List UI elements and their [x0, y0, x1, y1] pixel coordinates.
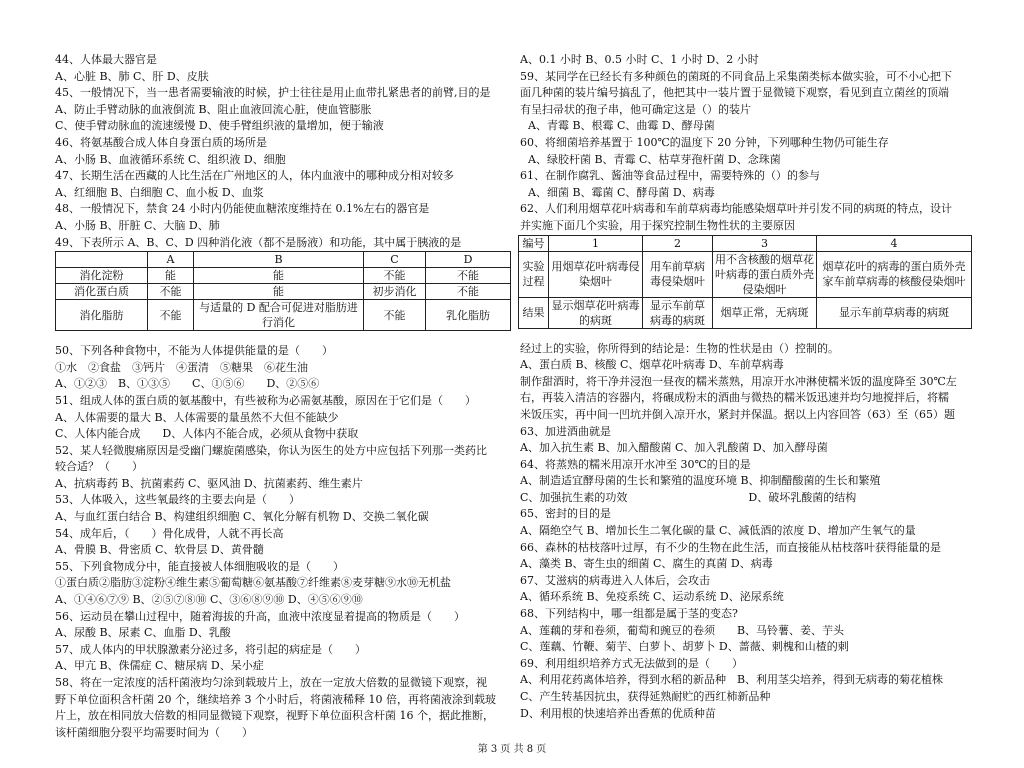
- table-header-cell: D: [426, 252, 511, 268]
- table-cell: 显示车前草病毒的病斑: [643, 297, 713, 328]
- question-line: C、莲藕、竹鞭、菊芋、白萝卜、胡萝卜 D、蔷薇、刺槐和山楂的刺: [520, 640, 849, 654]
- question-stem: 58、将在一定浓度的活杆菌液均匀涂到载玻片上，放在一定放大倍数的显微镜下观察，视: [55, 676, 487, 689]
- question-line: 并实施下面几个实验，用于探究控制生物性状的主要原因: [520, 218, 795, 232]
- spacer: [55, 331, 510, 343]
- question-stem: 49、下表所示 A、B、C、D 四种消化液（都不是肠液）和功能，其中属于胰液的是: [55, 235, 462, 249]
- question-line: A、骨膜 B、骨密质 C、软骨层 D、黄骨髓: [55, 543, 264, 557]
- question-line: D、利用根的快速培养出香蕉的优质种苗: [520, 706, 716, 720]
- table-row-label: 编号: [519, 235, 549, 251]
- question-line: A、小肠 B、血液循环系统 C、组织液 D、细胞: [55, 152, 286, 166]
- question-stem: 55、下列食物成分中，能直接被人体细胞吸收的是（ ）: [55, 559, 344, 573]
- question-stem: 62、人们利用烟草花叶病毒和车前草病毒均能感染烟草叶并引发不同的病斑的特点，设计: [520, 202, 952, 216]
- table-row: [56, 284, 511, 300]
- table-row: [56, 300, 511, 331]
- question-stem: 54、成年后，（ ）骨化成骨，人就不再长高: [55, 526, 284, 540]
- question-stem: 57、成人体内的甲状腺激素分泌过多，将引起的病症是（ ）: [55, 642, 366, 656]
- table-header-cell: C: [364, 252, 426, 268]
- question-line: A、甲亢 B、侏儒症 C、糖尿病 D、呆小症: [55, 659, 264, 673]
- table-cell: 乳化脂肪: [426, 300, 511, 331]
- question-line: ①蛋白质②脂肪③淀粉④维生素⑤葡萄糖⑥氨基酸⑦纤维素⑧麦芽糖⑨水⑩无机盐: [55, 576, 451, 590]
- table-cell: 消化蛋白质: [56, 284, 148, 300]
- question-line: A、小肠 B、肝脏 C、大脑 D、肺: [55, 218, 220, 232]
- table-cell: 与适量的 D 配合可促进对脂肪进行消化: [194, 300, 364, 331]
- table-cell: 不能: [148, 284, 194, 300]
- table-cell: 不能: [364, 300, 426, 331]
- question-line: 经过上的实验，你所得到的结论是：生物的性状是由（）控制的。: [520, 341, 839, 355]
- question-stem: 51、组成人体的蛋白质的氨基酸中，有些被称为必需氨基酸，原因在于它们是（ ）: [55, 393, 476, 407]
- question-block: [520, 52, 972, 235]
- question-stem: 64、将蒸熟的糯米用凉开水冲至 30℃的目的是: [520, 457, 751, 471]
- table-cell: 能: [148, 268, 194, 284]
- question-line: A、蛋白质 B、核酸 C、烟草花叶病毒 D、车前草病毒: [520, 358, 784, 372]
- table-header-cell: 2: [643, 235, 713, 251]
- question-stem: 45、一般情况下，当一患者需要输液的时候，护士往往是用止血带扎紧患者的前臂,目的是: [55, 86, 491, 100]
- question-line: A、红细胞 B、白细胞 C、血小板 D、血浆: [55, 185, 264, 199]
- table-cell: 显示烟草花叶病毒的病斑: [549, 297, 643, 328]
- table-row: [519, 297, 972, 328]
- virus-experiment-table: [518, 235, 972, 329]
- question-line: 野下单位面积含杆菌 20 个，继续培养 3 个小时后，将菌液稀释 10 倍，再将菌液涂到载玻: [55, 692, 496, 706]
- digestive-juice-table: [55, 251, 511, 331]
- table-cell: 不能: [426, 268, 511, 284]
- question-block: [520, 341, 972, 723]
- left-column: [55, 52, 510, 741]
- question-line: A、尿酸 B、尿素 C、血脂 D、乳酸: [55, 626, 231, 640]
- table-header-cell: 4: [817, 235, 972, 251]
- table-header-row: [519, 235, 972, 251]
- question-line: C、产生转基因抗虫，获得延熟耐贮的西红柿新品种: [520, 690, 771, 703]
- question-line: 面几种菌的装片编号搞乱了，他把其中一装片置于显微镜下观察，看见到直立菌丝的顶端: [520, 86, 949, 100]
- question-stem: 47、长期生活在西藏的人比生活在广州地区的人，体内血液中的哪种成分相对较多: [55, 169, 454, 183]
- question-line: 较合适？（ ）: [55, 460, 143, 474]
- question-stem: 69、利用组织培养方式无法做到的是（ ）: [520, 656, 743, 670]
- question-line: A、0.1 小时 B、0.5 小时 C、1 小时 D、2 小时: [520, 53, 759, 66]
- table-row-label: 结果: [519, 297, 549, 328]
- question-stem: 68、下列结构中，哪一组都是属于茎的变态?: [520, 607, 738, 621]
- table-row: [519, 251, 972, 297]
- question-line: A、利用花药离体培养，得到水稻的新品种 B、利用茎尖培养，得到无病毒的菊花植株: [520, 673, 944, 687]
- question-block: [55, 343, 510, 741]
- question-line: A、①②③ B、①③⑤ C、①⑤⑥ D、②⑤⑥: [55, 377, 320, 391]
- table-cell: 用烟草花叶病毒侵染烟叶: [549, 251, 643, 297]
- table-header-cell: A: [148, 252, 194, 268]
- question-stem: 52、某人轻微腹痛原因是受幽门螺旋菌感染，你认为医生的处方中应包括下列那一类药比: [55, 443, 487, 457]
- question-line: A、莲藕的芽和卷须，葡萄和豌豆的卷须 B、马铃薯、姜、芋头: [520, 623, 845, 637]
- question-stem: 46、将氨基酸合成人体自身蛋白质的场所是: [55, 135, 267, 149]
- question-line: 米饭压实，再中间一凹坑并倒入凉开水，紧封并保温。据以上内容回答（63）至（65）题: [520, 407, 955, 421]
- table-cell: 能: [194, 268, 364, 284]
- question-line: A、心脏 B、肺 C、肝 D、皮肤: [55, 69, 209, 83]
- question-line: A、青霉 B、根霉 C、曲霉 D、酵母菌: [528, 119, 715, 133]
- question-line: A、①④⑥⑦⑨ B、②⑤⑦⑧⑩ C、③⑥⑧⑨⑩ D、④⑤⑥⑨⑩: [55, 593, 363, 607]
- question-line: 片上，放在相同放大倍数的相同显微镜下观察，视野下单位面积含杆菌 16 个，据此推断，: [55, 709, 494, 723]
- question-stem: 60、将细菌培养基置于 100℃的温度下 20 分钟，下列哪种生物仍可能生存: [520, 135, 889, 149]
- table-header-cell: 3: [713, 235, 817, 251]
- question-stem: 50、下列各种食物中，不能为人体提供能量的是（ ）: [55, 344, 333, 358]
- question-block: [55, 52, 510, 251]
- question-line: A、藻类 B、寄生虫的细菌 C、腐生的真菌 D、病毒: [520, 557, 773, 571]
- question-line: 该杆菌细胞分裂平均需要时间为（ ）: [55, 725, 253, 739]
- spacer: [520, 329, 972, 341]
- question-line: A、绿胶杆菌 B、青霉 C、枯草芽孢杆菌 D、念珠菌: [528, 152, 781, 166]
- table-header-cell: B: [194, 252, 364, 268]
- question-line: C、使手臂动脉血的流速缓慢 D、使手臂组织液的量增加，便于输液: [55, 119, 384, 133]
- question-stem: 63、加进酒曲就是: [520, 424, 611, 438]
- table-cell: 消化淀粉: [56, 268, 148, 284]
- question-line: A、制造适宜酵母菌的生长和繁殖的温度环境 B、抑制醋酸菌的生长和繁殖: [520, 474, 881, 488]
- page-footer: 第 3 页 共 8 页: [477, 744, 547, 755]
- question-line: C、人体内能合成 D、人体内不能合成，必须从食物中获取: [55, 427, 359, 441]
- question-line: A、隔绝空气 B、增加长生二氧化碳的量 C、减低酒的浓度 D、增加产生氧气的量: [520, 524, 916, 538]
- question-line: A、细菌 B、霉菌 C、酵母菌 D、病毒: [528, 185, 715, 199]
- table-header-row: [56, 252, 511, 268]
- question-line: A、循环系统 B、免疫系统 C、运动系统 D、泌尿系统: [520, 590, 784, 604]
- question-stem: 65、密封的目的是: [520, 507, 611, 521]
- table-row: [56, 268, 511, 284]
- question-line: 有呈扫帚状的孢子串，他可确定这是（）的装片: [520, 102, 751, 116]
- question-line: A、与血红蛋白结合 B、构建组织细胞 C、氧化分解有机物 D、交换二氧化碳: [55, 510, 429, 524]
- table-header-cell: [56, 252, 148, 268]
- question-line: A、防止手臂动脉的血液倒流 B、阻止血液回流心脏，使血管膨胀: [55, 102, 372, 116]
- table-cell: 用车前草病毒侵染烟叶: [643, 251, 713, 297]
- question-stem: 61、在制作腐乳、酱油等食品过程中，需要特殊的（）的参与: [520, 169, 820, 183]
- question-line: C、加强抗生素的功效 D、破坏乳酸菌的结构: [520, 490, 857, 504]
- table-cell: 能: [194, 284, 364, 300]
- question-stem: 44、人体最大器官是: [55, 53, 157, 66]
- question-line: 右，再装入清洁的容器内，将碾成粉末的酒曲与微热的糯米饭迅速并均匀地搅拌后，将糯: [520, 391, 949, 405]
- question-line: ①水 ②食盐 ③钙片 ④蛋清 ⑤糖果 ⑥花生油: [55, 360, 308, 374]
- question-line: A、抗病毒药 B、抗菌素药 C、驱风油 D、抗菌素药、维生素片: [55, 476, 363, 490]
- table-cell: 不能: [426, 284, 511, 300]
- question-stem: 56、运动员在攀山过程中，随着海拔的升高，血液中浓度显着提高的物质是（ ）: [55, 609, 465, 623]
- question-stem: 59、某同学在已经长有多种颜色的菌斑的不同食品上采集菌类标本做实验，可不小心把下: [520, 69, 952, 83]
- question-line: 制作甜酒时，将干净并浸泡一昼夜的糯米蒸熟，用凉开水冲淋使糯米饭的温度降至 30℃左: [520, 374, 957, 388]
- table-cell: 不能: [148, 300, 194, 331]
- question-stem: 53、人体吸入，这些氧最终的主要去向是（ ）: [55, 493, 300, 507]
- table-cell: 用不含核酸的烟草花叶病毒的蛋白质外壳侵染烟叶: [713, 251, 817, 297]
- table-row-label: 实验过程: [519, 251, 549, 297]
- question-line: A、人体需要的量大 B、人体需要的量虽然不大但不能缺少: [55, 410, 339, 424]
- table-cell: 初步消化: [364, 284, 426, 300]
- table-cell: 烟草正常，无病斑: [713, 297, 817, 328]
- question-stem: 48、一般情况下，禁食 24 小时内仍能使血糖浓度维持在 0.1%左右的器官是: [55, 202, 430, 216]
- question-stem: 66、森林的枯枝落叶过厚，有不少的生物在此生活，而直接能从枯枝落叶获得能量的是: [520, 540, 941, 554]
- question-line: A、加入抗生素 B、加入醋酸菌 C、加入乳酸菌 D、加入酵母菌: [520, 441, 828, 455]
- table-cell: 烟草花叶的病毒的蛋白质外壳家车前草病毒的核酸侵染烟叶: [817, 251, 972, 297]
- table-header-cell: 1: [549, 235, 643, 251]
- table-cell: 消化脂肪: [56, 300, 148, 331]
- table-cell: 显示车前草病毒的病斑: [817, 297, 972, 328]
- table-cell: 不能: [364, 268, 426, 284]
- right-column: [520, 52, 972, 722]
- question-stem: 67、艾滋病的病毒进入人体后，会攻击: [520, 573, 710, 587]
